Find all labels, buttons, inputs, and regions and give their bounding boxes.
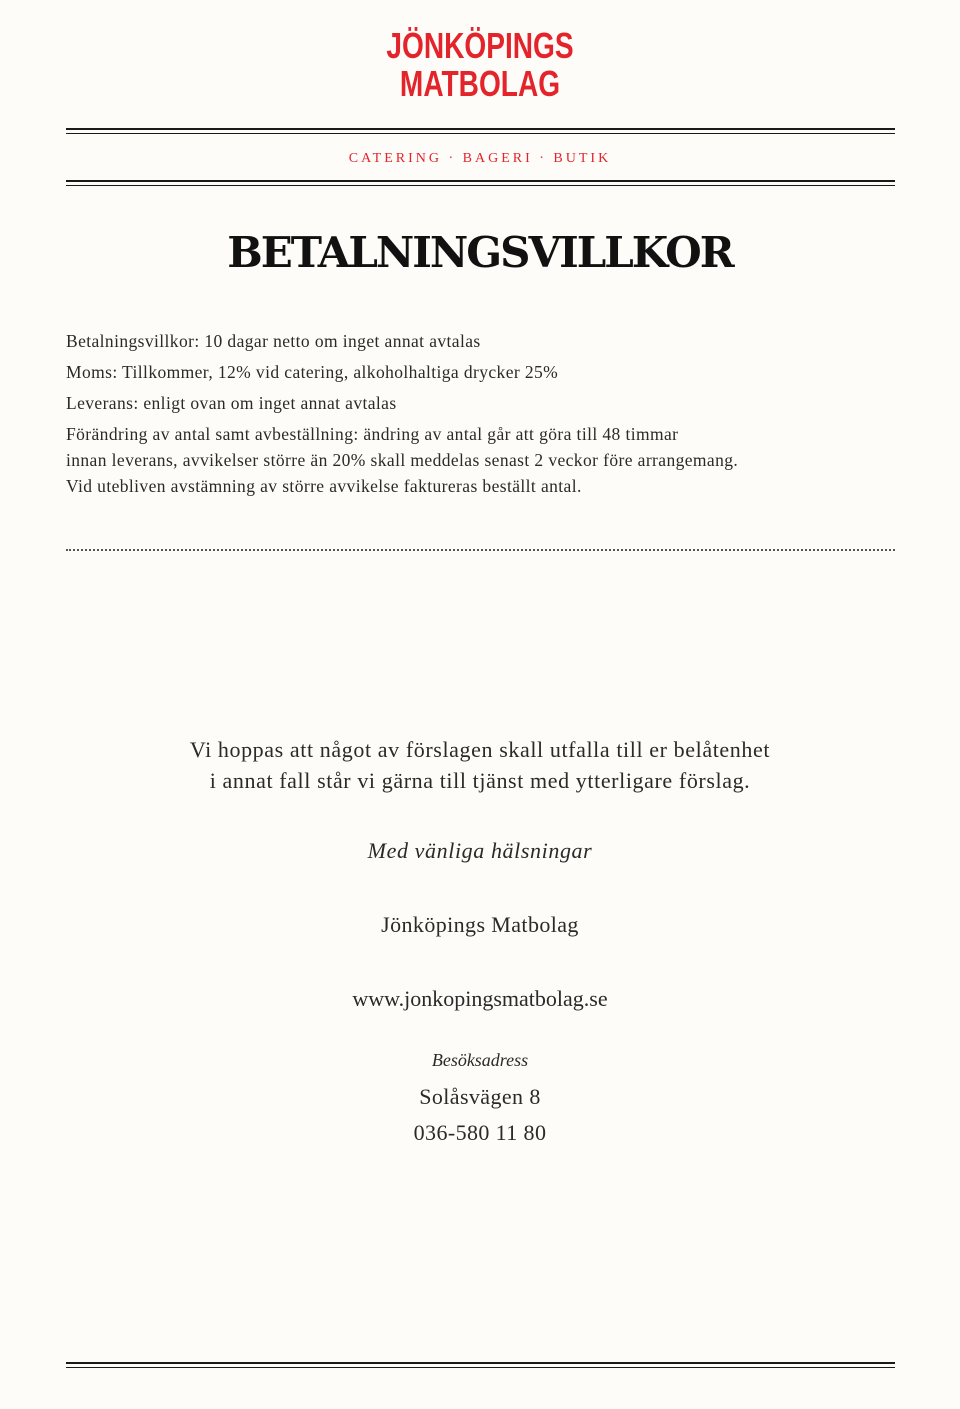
company-logo — [0, 25, 960, 104]
changes-terms-line-3: Vid utebliven avstämning av större avvikelse faktureras beställt antal. — [66, 476, 582, 496]
street-address: Solåsvägen 8 — [419, 1084, 541, 1109]
terms-section — [66, 330, 906, 497]
website-link[interactable]: www.jonkopingsmatbolag.se — [352, 986, 608, 1011]
payment-terms: Betalningsvillkor: 10 dagar netto om inget annat avtalas — [66, 331, 481, 351]
logo-line-1: JÖNKÖPINGS — [386, 25, 574, 66]
closing-line-1: Vi hoppas att något av förslagen skall utfalla till er belåtenhet — [189, 737, 771, 762]
dotted-divider — [66, 549, 895, 551]
vat-terms: Moms: Tillkommer, 12% vid catering, alkoholhaltiga drycker 25% — [66, 362, 559, 382]
tagline: CATERING · BAGERI · BUTIK — [348, 151, 612, 166]
page-title: BETALNINGSVILLKOR — [227, 228, 733, 277]
logo-line-2: MATBOLAG — [399, 63, 561, 104]
top-divider — [66, 128, 895, 134]
company-name: Jönköpings Matbolag — [381, 912, 579, 937]
closing-line-2: i annat fall står vi gärna till tjänst med ytterligare förslag. — [209, 768, 751, 793]
changes-terms-line-2: innan leverans, avvikelser större än 20% skall meddelas senast 2 veckor före arrangemang. — [66, 450, 739, 470]
header-divider — [66, 180, 895, 186]
phone-number: 036-580 11 80 — [413, 1120, 547, 1145]
closing-message — [0, 734, 960, 796]
visit-address-label: Besöksadress — [431, 1050, 529, 1070]
greeting: Med vänliga hälsningar — [367, 838, 593, 863]
delivery-terms: Leverans: enligt ovan om inget annat avtalas — [66, 393, 397, 413]
changes-terms-line-1: Förändring av antal samt avbeställning: ändring av antal går att göra till 48 timmar — [66, 424, 679, 444]
bottom-divider — [66, 1362, 895, 1368]
